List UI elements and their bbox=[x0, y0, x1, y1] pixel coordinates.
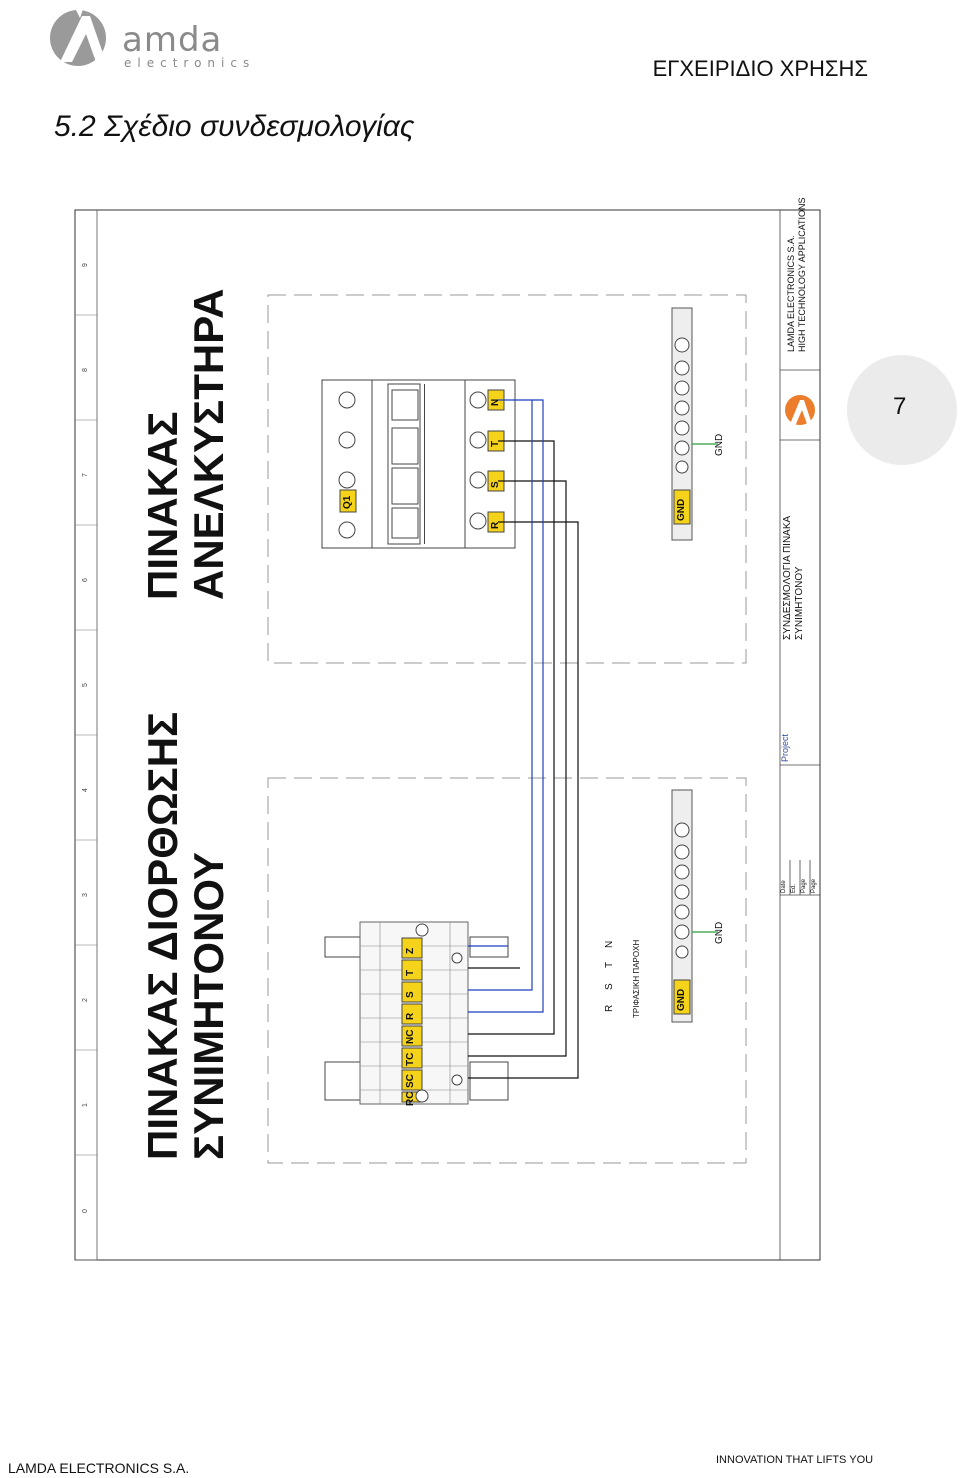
supply-phase-r: R bbox=[604, 1004, 615, 1012]
column-number: 5 bbox=[82, 683, 89, 687]
terminal-label-r: R bbox=[405, 1012, 416, 1020]
column-number: 0 bbox=[82, 1209, 89, 1213]
column-number: 3 bbox=[82, 893, 89, 897]
title-block-project-name bbox=[782, 516, 806, 640]
panel-title-right-line2: ΑΝΕΛΚΥΣΤΗΡΑ bbox=[185, 288, 232, 600]
breaker-terminal-n: N bbox=[490, 398, 501, 406]
project-name-line1: ΣΥΝΔΕΣΜΟΛΟΓΙΑ ΠΙΝΑΚΑ bbox=[782, 515, 793, 640]
breaker-terminal-r: R bbox=[490, 521, 501, 529]
gnd-rail-left bbox=[672, 790, 718, 1022]
panel-title-left-line1: ΠΙΝΑΚΑΣ ΔΙΟΡΘΩΣΗΣ bbox=[139, 711, 186, 1160]
supply-label: ΤΡΙΦΑΣΙΚΗ ΠΑΡΟΧΗ bbox=[632, 939, 641, 1018]
terminal-label-nc: NC bbox=[405, 1029, 416, 1044]
title-block-logo-icon bbox=[785, 395, 815, 425]
page-number: 7 bbox=[893, 393, 907, 420]
column-number: 2 bbox=[82, 998, 89, 1002]
title-block-date: Date bbox=[781, 880, 787, 893]
terminal-label-rc: RC bbox=[405, 1091, 416, 1106]
logo-subtitle: electronics bbox=[124, 56, 256, 70]
column-number: 8 bbox=[82, 368, 89, 372]
title-block-company bbox=[786, 197, 808, 352]
supply-phase-s: S bbox=[604, 983, 615, 990]
project-name-line2: ΣΥΝΙΜΗΤΟΝΟΥ bbox=[794, 566, 805, 640]
gnd-label-left: GND bbox=[676, 988, 687, 1011]
breaker-q1 bbox=[322, 380, 515, 548]
panel-title-left-line2: ΣΥΝΙΜΗΤΟΝΟΥ bbox=[185, 852, 232, 1160]
company-line1: LAMDA ELECTRONICS S.A. bbox=[786, 235, 796, 352]
title-block-ed: Ed. bbox=[791, 883, 797, 893]
document-title: ΕΓΧΕΙΡΙΔΙΟ ΧΡΗΣΗΣ bbox=[652, 56, 868, 81]
panel-title-left bbox=[140, 712, 232, 1160]
breaker-terminal-s: S bbox=[490, 481, 501, 488]
breaker-label: Q1 bbox=[342, 495, 353, 509]
supply-phase-n: N bbox=[604, 940, 615, 948]
logo-wordmark: amda bbox=[122, 20, 223, 60]
section-title: 5.2 Σχέδιο συνδεσμολογίας bbox=[54, 110, 415, 143]
terminal-label-s: S bbox=[405, 991, 416, 998]
company-line2: HIGH TECHNOLOGY APPLICATIONS bbox=[797, 197, 807, 352]
column-number: 4 bbox=[82, 788, 89, 792]
footer-slogan: INNOVATION THAT LIFTS YOU bbox=[716, 1454, 874, 1466]
title-block-project-label: Project bbox=[780, 733, 790, 762]
terminal-label-z: Z bbox=[405, 947, 416, 954]
title-block-page: Page bbox=[801, 878, 807, 893]
supply-phase-t: T bbox=[604, 961, 615, 968]
column-number: 9 bbox=[82, 263, 89, 267]
terminal-label-sc: SC bbox=[405, 1074, 416, 1088]
gnd-wire-label-left: GND bbox=[714, 921, 725, 944]
column-number: 1 bbox=[82, 1103, 89, 1107]
column-number: 7 bbox=[82, 473, 89, 477]
terminal-label-tc: TC bbox=[405, 1052, 416, 1066]
terminal-block bbox=[325, 922, 508, 1104]
title-block-page-2: Page bbox=[811, 878, 817, 893]
terminal-label-t: T bbox=[405, 969, 416, 976]
breaker-terminal-t: T bbox=[490, 440, 501, 447]
gnd-label-right: GND bbox=[676, 498, 687, 521]
footer-company: LAMDA ELECTRONICS S.A. bbox=[8, 1460, 190, 1476]
gnd-wire-label-right: GND bbox=[714, 433, 725, 456]
panel-title-right-line1: ΠΙΝΑΚΑΣ bbox=[139, 411, 186, 600]
panel-title-right bbox=[140, 289, 232, 600]
column-number: 6 bbox=[82, 578, 89, 582]
